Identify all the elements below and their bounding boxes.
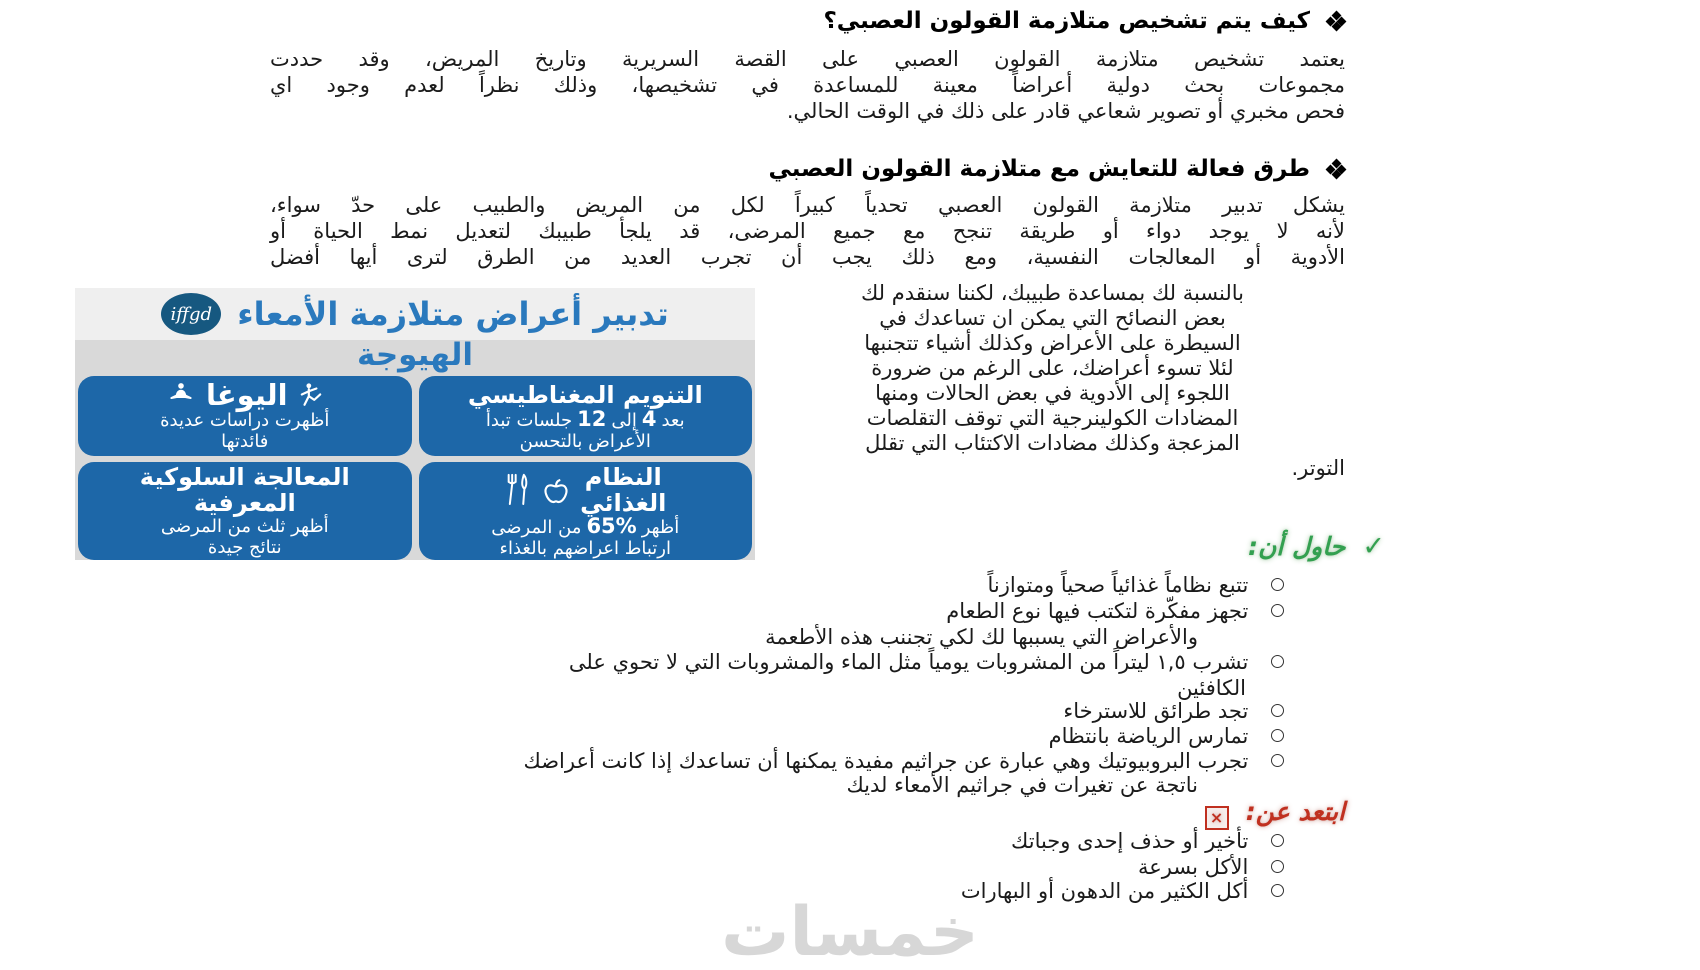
diet-text: أظهر xyxy=(641,516,680,538)
cbt-sub-line: أظهر ثلث من المرضى xyxy=(160,516,329,537)
iffgd-logo xyxy=(161,293,221,335)
hypnosis-box xyxy=(419,376,753,456)
circle-bullet-icon xyxy=(1271,604,1284,617)
circle-bullet-icon xyxy=(1271,704,1284,717)
hypnosis-text: جلسات تبدأ xyxy=(485,409,573,431)
infographic-header xyxy=(75,288,755,340)
list-item-text: والأعراض التي يسببها لك لكي تجننب هذه الأطعمة xyxy=(765,625,1198,649)
lotus-pose-icon xyxy=(166,381,196,409)
hypnosis-number: 4 xyxy=(641,406,657,431)
wrapped-line: اللجوء إلى الأدوية في بعض الحالات ومنها xyxy=(875,381,1230,405)
diet-title xyxy=(580,464,666,516)
avoid-list-item xyxy=(284,829,1284,854)
try-list-item xyxy=(284,749,1284,774)
infographic-title-line1: تدبير أعراض متلازمة الأمعاء xyxy=(237,295,669,333)
try-list-item xyxy=(284,699,1284,724)
wrapped-line: لئلا تسوء أعراضك، على الرغم من ضرورة xyxy=(871,356,1234,380)
coping-heading xyxy=(270,154,1345,184)
diagnosis-heading xyxy=(270,6,1345,36)
list-item-text: تجد طرائق للاسترخاء xyxy=(1063,699,1249,723)
list-item-text: تجهز مفكّرة لتكتب فيها نوع الطعام xyxy=(946,599,1249,623)
fork-knife-icon xyxy=(504,472,532,508)
diagnosis-paragraph-line: مجموعات بحث دولية أعراضاً معينة للمساعدة في تشخيصها، وذلك نظراً لعدم وجود اي xyxy=(270,73,1345,97)
diagnosis-paragraph-line: يعتمد تشخيص متلازمة القولون العصبي على القصة السريرية وتاريخ المريض، وقد حددت xyxy=(270,47,1345,71)
hypnosis-number: 12 xyxy=(577,406,607,431)
list-item-text: الأكل بسرعة xyxy=(1137,855,1249,879)
cbt-sub-line: نتائج جيدة xyxy=(207,537,282,558)
try-heading-text: حاول أن: xyxy=(1247,532,1346,561)
hypnosis-text: بعد xyxy=(661,409,685,431)
yoga-box xyxy=(78,376,412,456)
list-item-text: أكل الكثير من الدهون أو البهارات xyxy=(960,879,1249,903)
check-icon: ✓ xyxy=(1362,531,1385,562)
khamsat-watermark: خمسات xyxy=(721,893,979,970)
diet-title-line: الغذائي xyxy=(580,488,667,517)
try-list-item xyxy=(284,573,1284,598)
wrapped-line: بعض النصائح التي يمكن ان تساعدك في xyxy=(879,306,1226,330)
hypnosis-title: التنويم المغناطيسي xyxy=(467,380,703,409)
wrapped-line: السيطرة على الأعراض وكذلك أشياء تتجنبها xyxy=(864,331,1241,355)
list-item-text: تتبع نظاماً غذائياً صحياً ومتوازناً xyxy=(987,573,1249,597)
dancer-pose-icon xyxy=(298,380,324,410)
x-box-icon: × xyxy=(1205,806,1229,830)
coping-wrapped-text xyxy=(760,281,1345,481)
diet-text: من المرضى xyxy=(491,516,582,538)
try-list-item xyxy=(284,599,1284,624)
iffgd-logo-text: iffgd xyxy=(170,303,213,325)
coping-paragraph-line: يشكل تدبير متلازمة القولون العصبي تحدياً كبيراً لكل من المريض والطبيب على حدّ سواء، xyxy=(270,193,1345,217)
cbt-title-line: المعالجة السلوكية xyxy=(139,463,350,491)
cbt-title-line: المعرفية xyxy=(193,489,296,517)
coping-heading-text: طرق فعالة للتعايش مع متلازمة القولون العصبي xyxy=(768,156,1310,182)
avoid-heading-text: ابتعد عن: xyxy=(1245,797,1345,826)
hypnosis-text: إلى xyxy=(611,409,637,431)
list-item-text: تأخير أو حذف إحدى وجباتك xyxy=(1011,829,1249,853)
list-item-text: الكافئين xyxy=(1177,676,1246,700)
diet-percentage: 65% xyxy=(586,513,637,538)
list-item-text: ناتجة عن تغيرات في جراثيم الأمعاء لديك xyxy=(846,773,1198,797)
diamond-bullet-icon xyxy=(1327,160,1345,178)
circle-bullet-icon xyxy=(1271,834,1284,847)
hypnosis-sub-line: الأعراض بالتحسن xyxy=(519,430,651,452)
avoid-list-item xyxy=(284,855,1284,880)
infographic-title-line2: الهيوجة xyxy=(357,337,473,373)
try-list-item-continuation xyxy=(284,773,1284,798)
diet-sub-line: ارتباط اعراضهم بالغذاء xyxy=(499,537,672,559)
wrapped-line: بالنسبة لك بمساعدة طبيبك، لكننا سنقدم لك xyxy=(860,281,1245,305)
coping-paragraph-line: الأدوية أو المعالجات النفسية، ومع ذلك يجب أن تجرب العديد من الطرق لترى أيها أفضل xyxy=(270,245,1345,269)
ibs-infographic xyxy=(75,288,755,560)
apple-icon xyxy=(540,474,572,506)
list-item-text: تجرب البروبيوتيك وهي عبارة عن جراثيم مفيدة يمكنها أن تساعدك إذا كانت أعراضك xyxy=(523,749,1249,773)
try-list-item xyxy=(284,650,1284,675)
try-list-item-continuation xyxy=(284,676,1284,701)
hypnosis-sub-line xyxy=(427,406,745,431)
diet-title-line: النظام xyxy=(584,462,662,491)
list-item-text: تمارس الرياضة بانتظام xyxy=(1048,724,1249,748)
circle-bullet-icon xyxy=(1271,754,1284,767)
yoga-title: اليوغا xyxy=(205,378,288,412)
yoga-sub-line: فائدتها xyxy=(221,431,269,452)
try-list-item xyxy=(284,724,1284,749)
diamond-bullet-icon xyxy=(1327,12,1345,30)
diagnosis-paragraph-line: فحص مخبري أو تصوير شعاعي قادر على ذلك في الوقت الحالي. xyxy=(786,99,1345,123)
coping-paragraph-line: لأنه لا يوجد دواء أو طريقة تنجح مع جميع المرضى، قد يلجأ طبيبك لتعديل نمط الحياة أو xyxy=(270,219,1345,243)
yoga-sub-line: أظهرت دراسات عديدة xyxy=(160,410,330,431)
try-list-item-continuation xyxy=(284,625,1284,650)
diagnosis-heading-text: كيف يتم تشخيص متلازمة القولون العصبي؟ xyxy=(823,8,1310,34)
try-heading xyxy=(270,531,1385,566)
circle-bullet-icon xyxy=(1271,655,1284,668)
wrapped-line: المزعجة وكذلك مضادات الاكتئاب التي تقلل xyxy=(865,431,1240,455)
avoid-heading xyxy=(270,796,1345,831)
list-item-text: تشرب ١,٥ ليتراً من المشروبات يومياً مثل الماء والمشروبات التي لا تحوي على xyxy=(568,650,1249,674)
circle-bullet-icon xyxy=(1271,578,1284,591)
circle-bullet-icon xyxy=(1271,860,1284,873)
circle-bullet-icon xyxy=(1271,729,1284,742)
wrapped-line: المضادات الكولينرجية التي توقف التقلصات xyxy=(866,406,1239,430)
wrapped-line: التوتر. xyxy=(1291,456,1345,480)
